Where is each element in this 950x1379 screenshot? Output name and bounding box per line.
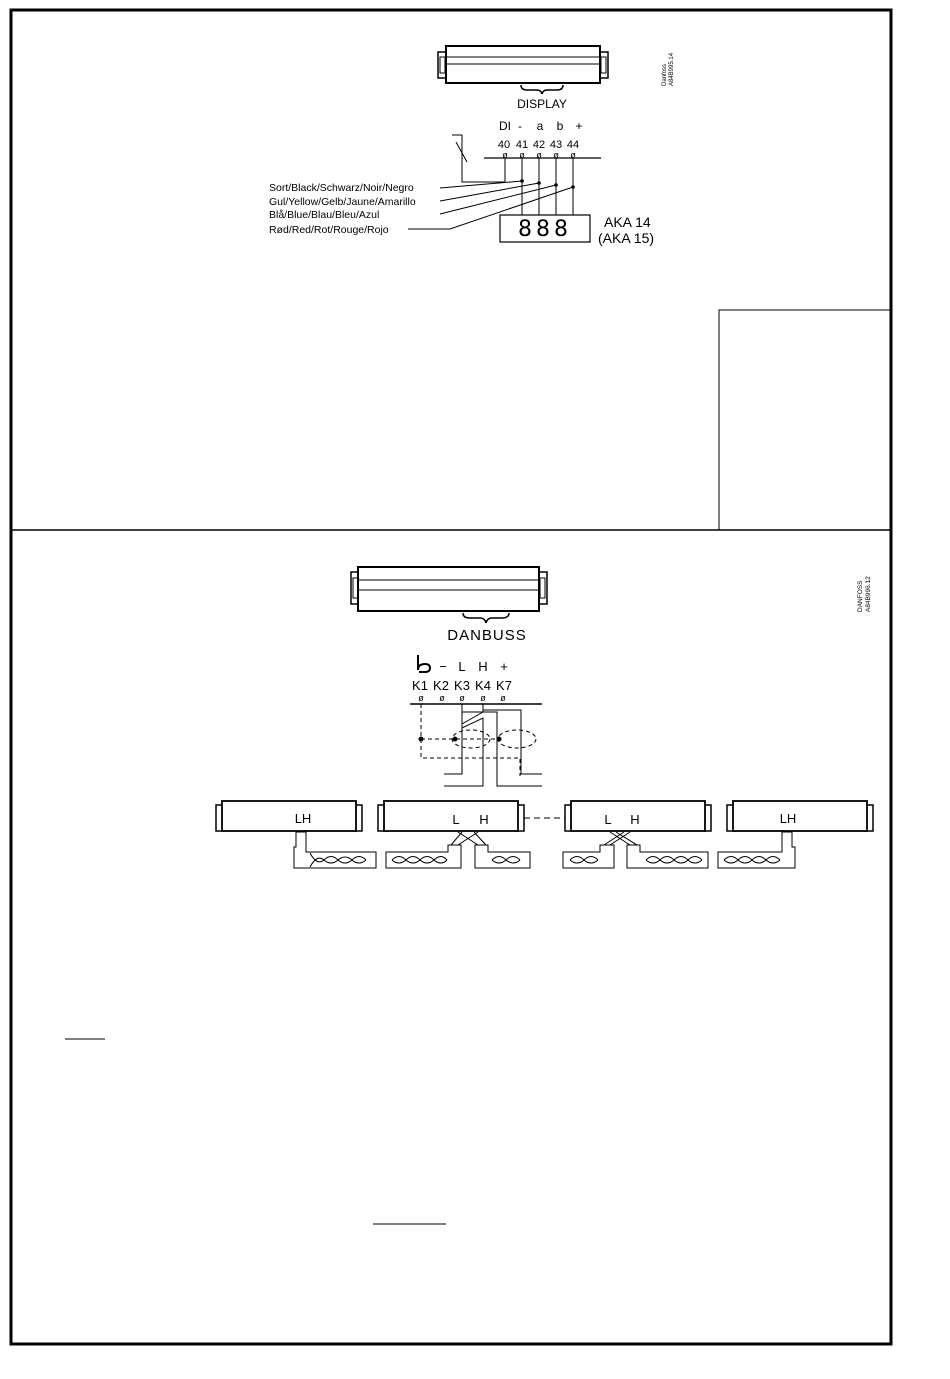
- bus-module: [216, 801, 362, 831]
- terminal-signal-minus: -: [518, 119, 522, 133]
- bus-terminal-number: K2: [433, 678, 449, 693]
- wire-color-black: Sort/Black/Schwarz/Noir/Negro: [269, 182, 414, 194]
- terminal-signal-a: a: [536, 119, 544, 133]
- terminal-number: 43: [549, 139, 563, 151]
- bus-terminal-number: K3: [454, 678, 470, 693]
- bus-terminal-symbol: ø: [500, 693, 506, 703]
- terminal-symbol: ø: [553, 150, 559, 160]
- bus-terminal-symbol: ø: [459, 693, 465, 703]
- twisted-pair-cables: [294, 832, 795, 868]
- bus-cabling: [410, 704, 542, 786]
- wire-color-blue: Blå/Blue/Blau/Bleu/Azul: [269, 209, 380, 221]
- side-note-box: [719, 310, 891, 530]
- doc-code: DANFOSS: [857, 580, 864, 612]
- bus-signal-minus: −: [439, 659, 447, 674]
- bus-terminal-symbol: ø: [418, 693, 424, 703]
- shield-symbol-icon: [418, 655, 430, 672]
- wire-color-red: Rød/Red/Rot/Rouge/Rojo: [269, 224, 389, 236]
- bus-terminal-number: K7: [496, 678, 512, 693]
- module-label: LH: [779, 811, 797, 826]
- terminal-number: 41: [515, 139, 529, 151]
- terminal-signal-plus: +: [575, 119, 583, 133]
- display-label: DISPLAY: [517, 97, 567, 111]
- module-label-h: H: [479, 812, 489, 827]
- bus-terminal-symbol: ø: [439, 693, 445, 703]
- danbuss-wiring-diagram: [216, 567, 873, 868]
- doc-code: A84B995.14: [669, 52, 675, 86]
- terminal-symbol: ø: [570, 150, 576, 160]
- bus-terminal-number: K1: [412, 678, 428, 693]
- display-unit: [438, 46, 608, 94]
- terminal-symbol: ø: [536, 150, 542, 160]
- module-label-l: L: [604, 812, 612, 827]
- doc-code: Danfoss: [662, 63, 668, 86]
- bus-terminal-number: K4: [475, 678, 491, 693]
- wire-color-yellow: Gul/Yellow/Gelb/Jaune/Amarillo: [269, 196, 416, 208]
- module-label-h: H: [630, 812, 640, 827]
- terminal-symbol: ø: [519, 150, 525, 160]
- device-alt-label: (AKA 15): [598, 230, 655, 246]
- readout-digits: 888: [518, 217, 572, 242]
- module-label: LH: [294, 811, 312, 826]
- sheet-border: [11, 10, 891, 1344]
- bus-signal-l: L: [458, 659, 466, 674]
- terminal-number: 40: [497, 139, 511, 151]
- doc-code: A84B996.12: [865, 576, 872, 612]
- terminal-number: 44: [566, 139, 580, 151]
- bus-label: DANBUSS: [447, 627, 527, 644]
- bus-module: [727, 801, 873, 831]
- terminal-symbol: ø: [502, 150, 508, 160]
- controller-unit: [351, 567, 547, 623]
- bus-signal-h: H: [478, 659, 488, 674]
- terminal-signal-di: DI: [499, 119, 511, 133]
- bus-terminal-symbol: ø: [480, 693, 486, 703]
- module-label-l: L: [452, 812, 460, 827]
- terminal-number: 42: [532, 139, 546, 151]
- display-wiring-diagram: [269, 46, 675, 246]
- device-label: AKA 14: [604, 214, 651, 230]
- terminal-signal-b: b: [556, 119, 564, 133]
- bus-module: [378, 801, 524, 831]
- bus-signal-plus: +: [500, 659, 508, 674]
